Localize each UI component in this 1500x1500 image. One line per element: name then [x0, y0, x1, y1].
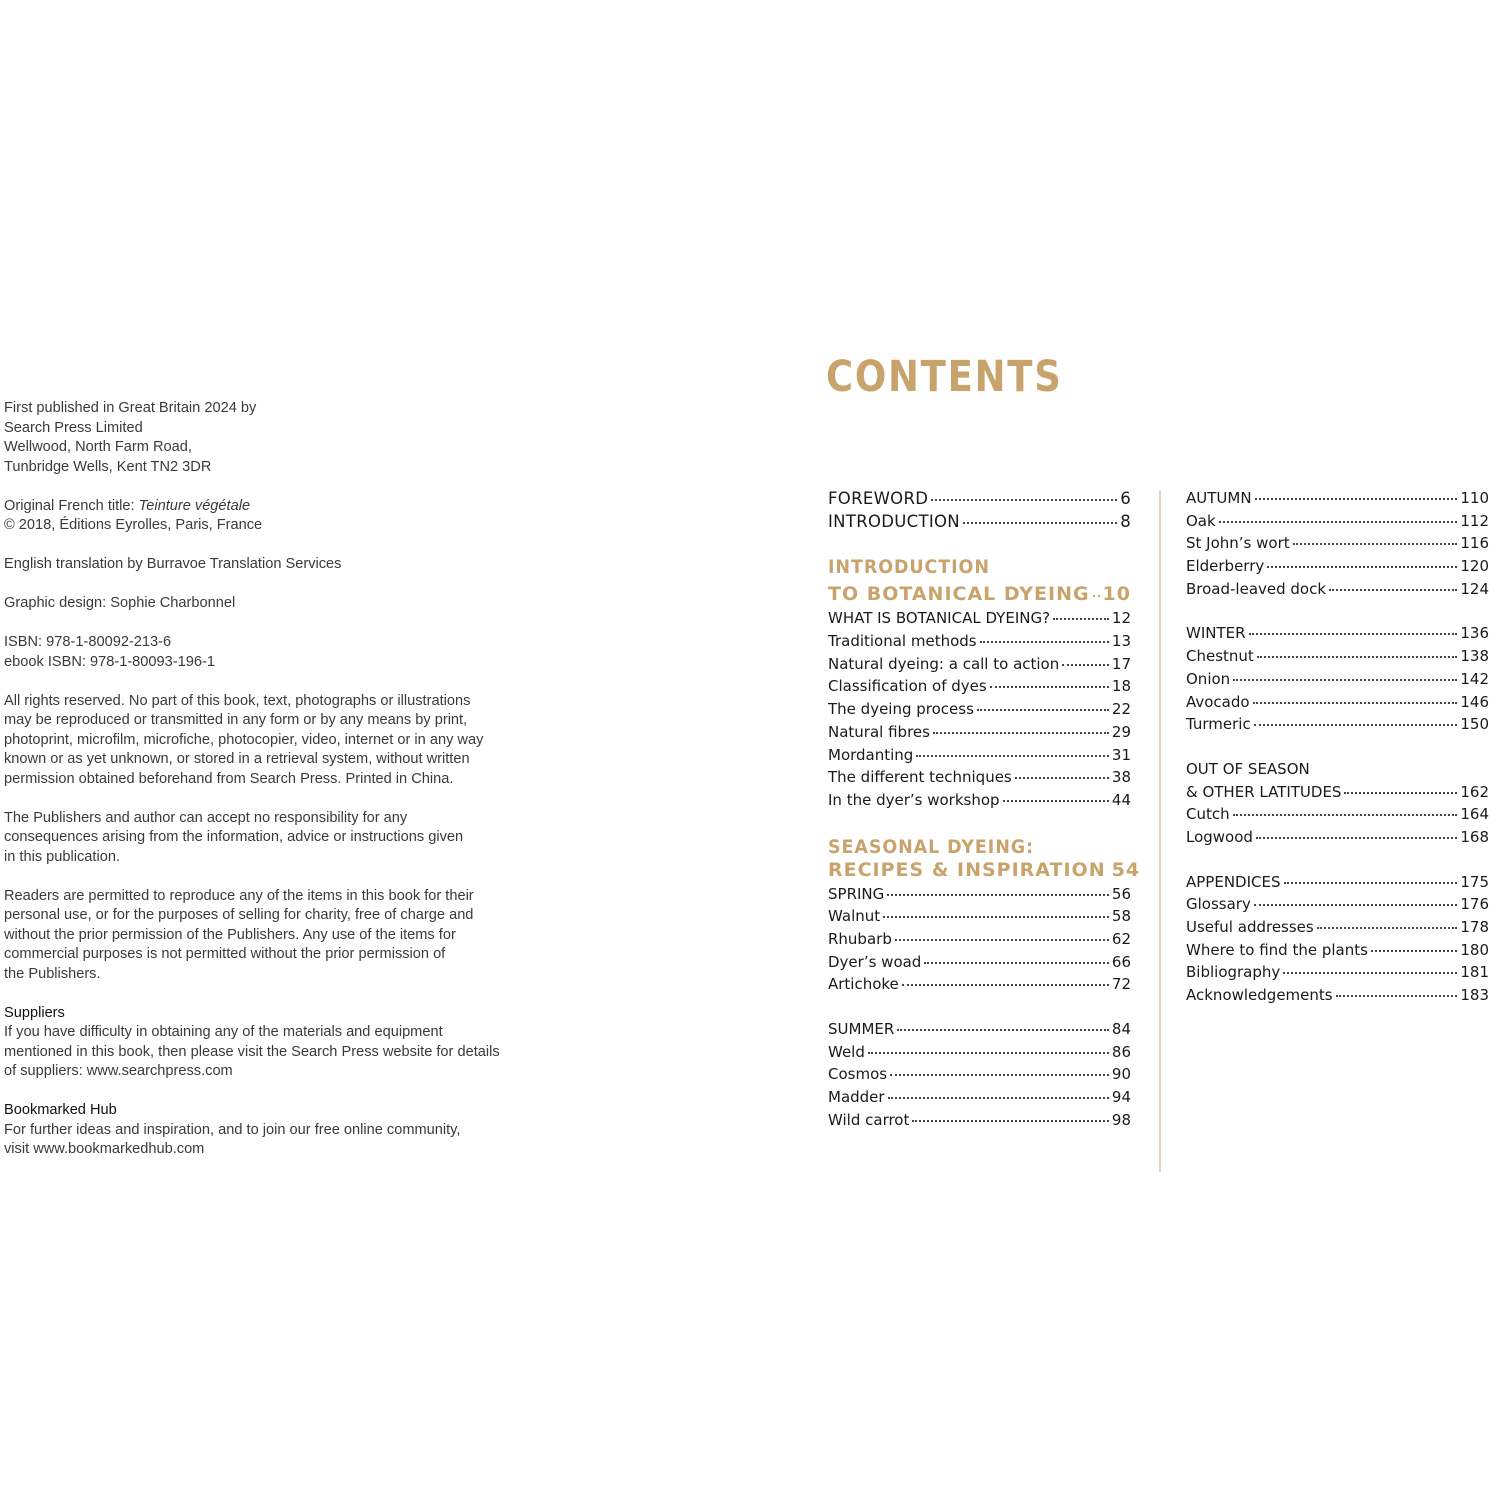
leader-dots — [1344, 792, 1457, 794]
suppliers-text — [4, 1023, 564, 1082]
toc-entry-title: Dyer’s woad — [828, 952, 922, 971]
text-line: personal use, or for the purposes of selling for charity, free of charge and — [4, 907, 474, 923]
toc-entry[interactable] — [828, 489, 1131, 512]
hub-heading: Bookmarked Hub — [4, 1102, 117, 1118]
toc-entry-title: Oak — [1186, 511, 1216, 530]
leader-dots — [1253, 702, 1458, 704]
toc-entry[interactable] — [828, 791, 1131, 814]
toc-entry-title: St John’s wort — [1186, 534, 1290, 553]
toc-entry-title: Rhubarb — [828, 929, 892, 948]
toc-entry-title: SPRING — [828, 884, 885, 903]
leader-dots — [963, 522, 1117, 524]
toc-entry-title: Logwood — [1186, 827, 1253, 846]
toc-entry[interactable] — [1186, 941, 1489, 964]
reproduce-block — [4, 887, 564, 985]
leader-dots — [883, 916, 1109, 918]
text-line: the Publishers. — [4, 965, 101, 982]
toc-entry-page: 58 — [1111, 907, 1131, 926]
text-line: Search Press Limited — [4, 419, 143, 436]
toc-entry-title: Onion — [1186, 669, 1231, 688]
toc-entry-title: Madder — [828, 1088, 885, 1107]
design-block — [4, 594, 564, 614]
toc-entry-page: 13 — [1111, 632, 1131, 651]
hub-block — [4, 1101, 564, 1160]
toc-entry-title: The dyeing process — [828, 700, 974, 719]
text-line: mentioned in this book, then please visit the Search Press website for details — [4, 1043, 500, 1060]
section-heading-line1: INTRODUCTION — [828, 556, 990, 579]
toc-entry-heading — [1186, 760, 1489, 783]
toc-entry[interactable] — [1186, 783, 1489, 806]
leader-dots — [916, 755, 1109, 757]
original-title-label: Original French title: — [4, 497, 139, 514]
hub-text — [4, 1121, 564, 1160]
design-line: Graphic design: Sophie Charbonnel — [4, 595, 236, 611]
text-line: The Publishers and author can accept no responsibility for any — [4, 809, 408, 826]
leader-dots — [1254, 904, 1458, 906]
toc-entry[interactable] — [1186, 647, 1489, 670]
text-line: without the prior permission of the Publishers. Any use of the items for — [4, 926, 456, 943]
suppliers-block — [4, 1004, 564, 1082]
leader-dots — [1219, 521, 1458, 523]
toc-entry-title: Bibliography — [1186, 963, 1281, 982]
leader-dots — [887, 894, 1109, 896]
toc-entry-title: Where to find the plants — [1186, 940, 1368, 959]
toc-entry-page: 66 — [1111, 952, 1131, 971]
toc-entry-title: FOREWORD — [828, 489, 929, 508]
toc-entry[interactable] — [828, 746, 1131, 769]
leader-dots — [933, 732, 1109, 734]
text-line: in this publication. — [4, 848, 121, 865]
toc-appendices-items — [1186, 873, 1489, 1009]
toc-entry-page: 56 — [1111, 884, 1131, 903]
toc-entry-page: 10 — [1102, 583, 1131, 606]
toc-entry-title: Turmeric — [1186, 715, 1251, 734]
leader-dots — [977, 709, 1109, 711]
toc-entry-page: 6 — [1120, 489, 1131, 508]
leader-dots — [897, 1029, 1109, 1031]
toc-entry-title: TO BOTANICAL DYEING — [828, 583, 1090, 606]
leader-dots — [1317, 927, 1458, 929]
toc-entry-page: 150 — [1460, 715, 1489, 734]
leader-dots — [1256, 837, 1457, 839]
text-line: Tunbridge Wells, Kent TN2 3DR — [4, 458, 212, 475]
toc-winter-items — [1186, 624, 1489, 737]
leader-dots — [902, 984, 1109, 986]
leader-dots — [888, 1097, 1109, 1099]
toc-entry-page: 62 — [1111, 929, 1131, 948]
toc-entry[interactable] — [828, 885, 1131, 908]
toc-entry[interactable] — [1186, 534, 1489, 557]
text-line: commercial purposes is not permitted without the prior permission of — [4, 946, 446, 962]
toc-entry-page: 142 — [1460, 669, 1489, 688]
toc-entry[interactable] — [1186, 557, 1489, 580]
toc-entry-title: Traditional methods — [828, 632, 977, 651]
toc-entry-title: AUTUMN — [1186, 489, 1252, 507]
toc-out-of-season-items — [1186, 783, 1489, 851]
section-heading-botanical — [828, 556, 1131, 609]
toc-entry[interactable] — [828, 1043, 1131, 1066]
toc-entry-title: APPENDICES — [1186, 872, 1281, 891]
toc-entry-page: 120 — [1460, 557, 1489, 576]
toc-entry-title: Wild carrot — [828, 1110, 910, 1129]
toc-entry-page: 164 — [1460, 805, 1489, 824]
toc-entry[interactable] — [828, 975, 1131, 998]
text-line: All rights reserved. No part of this book, text, photographs or illustrations — [4, 692, 471, 709]
leader-dots — [1233, 679, 1457, 681]
toc-entry[interactable] — [1186, 489, 1489, 512]
toc-entry-title: The different techniques — [828, 768, 1012, 787]
translation-block — [4, 555, 564, 575]
toc-entry[interactable] — [1186, 670, 1489, 693]
toc-entry-page: 112 — [1460, 511, 1489, 530]
leader-dots — [1233, 814, 1458, 816]
toc-entry-title: & OTHER LATITUDES — [1186, 782, 1342, 801]
toc-entry-title: Cutch — [1186, 805, 1230, 824]
leader-dots — [1329, 589, 1457, 591]
suppliers-heading: Suppliers — [4, 1004, 65, 1021]
leader-dots — [1062, 664, 1109, 666]
text-line: For further ideas and inspiration, and to join our free online community, — [4, 1121, 461, 1138]
toc-entry-page: 18 — [1111, 677, 1131, 696]
section-heading-line2[interactable] — [828, 858, 1141, 885]
leader-dots — [1053, 618, 1109, 620]
toc-entry-title: RECIPES & INSPIRATION — [828, 858, 1106, 881]
leader-dots — [931, 499, 1117, 501]
toc-entry[interactable] — [1186, 828, 1489, 851]
toc-entry-page: 8 — [1120, 511, 1131, 531]
toc-entry-title: Classification of dyes — [828, 677, 987, 696]
leader-dots — [1254, 724, 1458, 726]
toc-entry-title: INTRODUCTION — [828, 511, 960, 531]
text-line: may be reproduced or transmitted in any form or by any means by print, — [4, 712, 468, 728]
toc-entry-page: 29 — [1111, 722, 1131, 741]
toc-entry-title: Mordanting — [828, 745, 914, 764]
toc-front-matter — [828, 489, 1131, 534]
toc-entry[interactable] — [828, 512, 1131, 535]
toc-botanical-items — [828, 609, 1131, 813]
toc-entry[interactable] — [1186, 986, 1489, 1009]
section-heading-line2[interactable] — [828, 583, 1131, 609]
toc-entry-page: 136 — [1460, 624, 1489, 643]
text-line: of suppliers: www.searchpress.com — [4, 1063, 233, 1079]
toc-entry-page: 124 — [1460, 579, 1489, 598]
toc-entry-page: 175 — [1460, 872, 1489, 891]
copyright-line: © 2018, Éditions Eyrolles, Paris, France — [4, 517, 263, 533]
leader-dots — [1093, 595, 1100, 597]
toc-entry-title: In the dyer’s workshop — [828, 790, 1000, 809]
text-line: Readers are permitted to reproduce any of the items in this book for their — [4, 887, 474, 904]
toc-entry[interactable] — [1186, 715, 1489, 738]
toc-column-2 — [1186, 489, 1489, 1031]
toc-entry-title: Natural fibres — [828, 722, 930, 741]
toc-entry[interactable] — [828, 1088, 1131, 1111]
publisher-block — [4, 399, 564, 477]
toc-entry-page: 17 — [1111, 654, 1131, 673]
toc-entry[interactable] — [1186, 873, 1489, 896]
toc-entry[interactable] — [828, 907, 1131, 930]
leader-dots — [980, 641, 1109, 643]
isbn-block — [4, 633, 564, 672]
toc-entry[interactable] — [828, 655, 1131, 678]
toc-entry[interactable] — [828, 1020, 1131, 1043]
leader-dots — [1015, 777, 1109, 779]
responsibility-block — [4, 809, 564, 868]
toc-entry[interactable] — [828, 677, 1131, 700]
leader-dots — [1293, 543, 1458, 545]
toc-entry[interactable] — [828, 632, 1131, 655]
leader-dots — [990, 686, 1109, 688]
toc-entry-page: 72 — [1111, 975, 1131, 994]
original-title-block — [4, 497, 564, 536]
toc-entry-page: 183 — [1460, 986, 1489, 1005]
translation-line: English translation by Burravoe Translation Services — [4, 556, 342, 572]
leader-dots — [1284, 882, 1458, 884]
toc-entry-page: 38 — [1111, 768, 1131, 787]
column-divider — [1159, 490, 1161, 1172]
leader-dots — [924, 962, 1109, 964]
toc-entry-title: Avocado — [1186, 692, 1250, 711]
toc-entry-page: 22 — [1111, 700, 1131, 719]
toc-entry-title: OUT OF SEASON — [1186, 759, 1310, 778]
imprint-page — [4, 399, 564, 1179]
toc-summer-items — [828, 1020, 1131, 1133]
toc-entry[interactable] — [1186, 693, 1489, 716]
toc-entry-page: 12 — [1111, 609, 1131, 628]
toc-section-botanical — [828, 556, 1131, 813]
leader-dots — [1371, 950, 1457, 952]
toc-entry-title: Walnut — [828, 907, 881, 926]
leader-dots — [1249, 633, 1458, 635]
toc-entry-page: 178 — [1460, 918, 1489, 936]
original-title: Teinture végétale — [138, 497, 251, 514]
toc-entry-page: 162 — [1460, 782, 1489, 801]
toc-entry-page: 146 — [1460, 692, 1489, 711]
toc-entry-title: Acknowledgements — [1186, 986, 1333, 1005]
text-line: consequences arising from the information, advice or instructions given — [4, 829, 464, 845]
leader-dots — [1255, 498, 1458, 500]
toc-entry[interactable] — [828, 768, 1131, 791]
toc-entry-title: Cosmos — [828, 1065, 888, 1084]
toc-entry[interactable] — [828, 953, 1131, 976]
leader-dots — [1003, 800, 1109, 802]
toc-entry-page: 176 — [1460, 895, 1489, 914]
toc-entry-page: 31 — [1111, 745, 1131, 764]
leader-dots — [1336, 995, 1458, 997]
toc-out-of-season — [1186, 760, 1489, 851]
toc-entry[interactable] — [828, 1111, 1131, 1134]
leader-dots — [1257, 656, 1458, 658]
leader-dots — [912, 1120, 1109, 1122]
text-line: known or as yet unknown, or stored in a retrieval system, without written — [4, 751, 470, 767]
toc-entry-title: SUMMER — [828, 1020, 895, 1038]
toc-entry-page: 168 — [1460, 827, 1489, 846]
toc-section-seasonal — [828, 835, 1141, 998]
text-line: permission obtained beforehand from Search Press. Printed in China. — [4, 770, 454, 787]
toc-entry-page: 138 — [1460, 647, 1489, 666]
toc-entry-title: Useful addresses — [1186, 918, 1314, 936]
original-title-line — [4, 497, 564, 517]
toc-entry-page: 116 — [1460, 534, 1489, 553]
toc-spring-items — [828, 885, 1131, 998]
toc-entry[interactable] — [1186, 624, 1489, 647]
toc-autumn-items — [1186, 489, 1489, 602]
section-heading-line1: SEASONAL DYEING: — [828, 835, 1034, 858]
toc-entry-title: WHAT IS BOTANICAL DYEING? — [828, 609, 1051, 628]
text-line: photoprint, microfilm, microfiche, photocopier, video, internet or in any way — [4, 731, 484, 748]
toc-entry-title: Elderberry — [1186, 557, 1265, 576]
toc-entry-title: Glossary — [1186, 895, 1251, 914]
toc-column-1 — [828, 489, 1141, 1155]
toc-entry[interactable] — [828, 609, 1131, 632]
toc-entry[interactable] — [1186, 805, 1489, 828]
toc-entry[interactable] — [1186, 512, 1489, 535]
toc-entry-title: Broad-leaved dock — [1186, 579, 1327, 598]
toc-entry[interactable] — [828, 700, 1131, 723]
toc-entry-title: Chestnut — [1186, 647, 1254, 666]
toc-entry-page: 110 — [1460, 489, 1489, 507]
toc-entry[interactable] — [1186, 963, 1489, 986]
contents-title: CONTENTS — [826, 352, 1063, 402]
toc-entry-page: 54 — [1111, 858, 1141, 881]
toc-entry-page: 180 — [1460, 940, 1489, 959]
toc-entry-title: Natural dyeing: a call to action — [828, 654, 1060, 673]
leader-dots — [895, 939, 1109, 941]
leader-dots — [868, 1052, 1109, 1054]
toc-entry[interactable] — [1186, 580, 1489, 603]
toc-entry-page: 44 — [1111, 790, 1131, 809]
toc-entry[interactable] — [828, 723, 1131, 746]
toc-entry[interactable] — [1186, 895, 1489, 918]
toc-entry-page: 86 — [1111, 1042, 1131, 1061]
toc-entry-title: Weld — [828, 1042, 865, 1061]
toc-entry-page: 181 — [1460, 963, 1489, 982]
text-line: First published in Great Britain 2024 by — [4, 400, 257, 416]
toc-entry-title: Artichoke — [828, 975, 899, 994]
toc-entry-title: WINTER — [1186, 624, 1246, 643]
toc-entry-page: 90 — [1111, 1065, 1131, 1084]
text-line: Wellwood, North Farm Road, — [4, 439, 192, 455]
toc-entry-page: 84 — [1111, 1020, 1131, 1038]
toc-entry[interactable] — [1186, 918, 1489, 941]
toc-entry-page: 98 — [1111, 1110, 1131, 1129]
ebook-isbn-line: ebook ISBN: 978-1-80093-196-1 — [4, 653, 215, 670]
leader-dots — [1283, 972, 1457, 974]
toc-entry-page: 94 — [1111, 1088, 1131, 1107]
section-heading-seasonal — [828, 835, 1141, 885]
toc-entry[interactable] — [828, 1065, 1131, 1088]
leader-dots — [890, 1074, 1109, 1076]
text-line: visit www.bookmarkedhub.com — [4, 1141, 205, 1157]
text-line: If you have difficulty in obtaining any of the materials and equipment — [4, 1024, 443, 1040]
rights-block — [4, 692, 564, 790]
toc-entry[interactable] — [828, 930, 1131, 953]
leader-dots — [1267, 566, 1457, 568]
isbn-line: ISBN: 978-1-80092-213-6 — [4, 634, 172, 650]
